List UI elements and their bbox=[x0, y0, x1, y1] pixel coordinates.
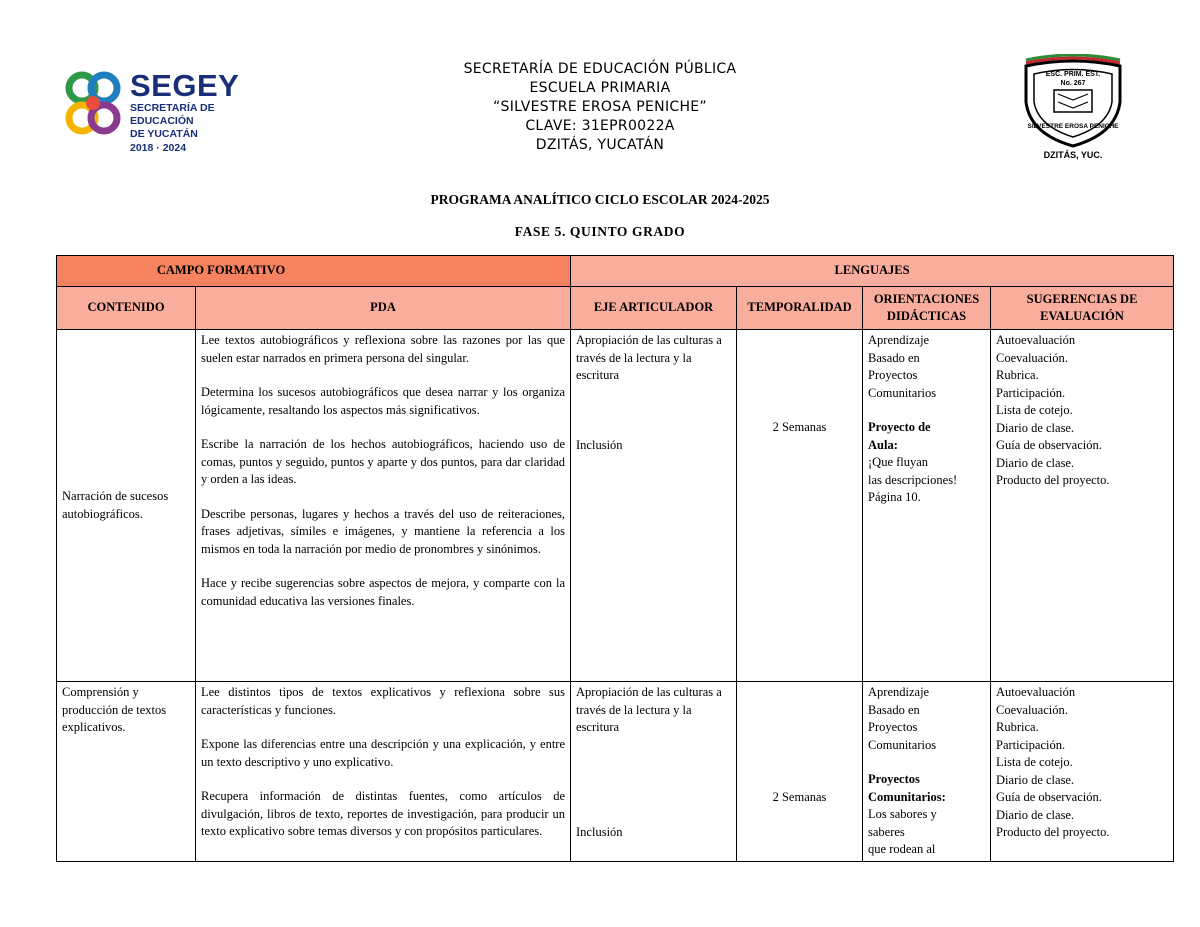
col-header-pda: PDA bbox=[196, 287, 571, 330]
col-header-orientaciones: ORIENTACIONES DIDÁCTICAS bbox=[863, 287, 991, 330]
school-seal-icon bbox=[1018, 54, 1128, 150]
segey-line1: SECRETARÍA DE EDUCACIÓN bbox=[130, 102, 215, 127]
project-line: Los sabores y bbox=[868, 807, 937, 821]
eje-cell bbox=[571, 682, 737, 862]
contenido-text: Narración de sucesos autobiográficos. bbox=[62, 489, 169, 521]
sugerencia-item: Diario de clase. bbox=[996, 807, 1075, 822]
svg-text:SILVESTRE EROSA PENICHE: SILVESTRE EROSA PENICHE bbox=[1027, 123, 1119, 130]
campo-row bbox=[57, 256, 1174, 287]
orientaciones-cell bbox=[863, 682, 991, 862]
sugerencia-item: Guía de observación. bbox=[996, 438, 1102, 452]
sugerencia-item: Diario de clase. bbox=[996, 420, 1075, 435]
segey-emblem-icon bbox=[62, 70, 124, 140]
campo-value-cell bbox=[571, 256, 1174, 287]
contenido-text: Comprensión y producción de textos explicativos. bbox=[62, 685, 167, 734]
campo-label-cell bbox=[57, 256, 571, 287]
segey-years: 2018 · 2024 bbox=[130, 142, 187, 154]
contenido-cell bbox=[57, 330, 196, 682]
heading-line-2: ESCUELA PRIMARIA bbox=[529, 80, 671, 96]
temporalidad-text: 2 Semanas bbox=[772, 790, 827, 804]
orientacion-line: Proyectos bbox=[868, 720, 918, 734]
project-line: Página 10. bbox=[868, 490, 921, 504]
svg-text:ESC. PRIM. EST.: ESC. PRIM. EST. bbox=[1045, 71, 1101, 78]
phase-title: FASE 5. QUINTO GRADO bbox=[514, 224, 686, 239]
school-seal-logo bbox=[1018, 54, 1128, 162]
sugerencia-item: Guía de observación. bbox=[996, 790, 1102, 804]
heading-line-5: DZITÁS, YUCATÁN bbox=[535, 137, 665, 153]
pda-item: Lee textos autobiográficos y reflexiona sobre las razones por las que suelen estar narrados en primera persona del singular. bbox=[201, 333, 566, 365]
school-heading bbox=[380, 60, 820, 155]
sugerencia-item: Diario de clase. bbox=[996, 772, 1075, 787]
table-row bbox=[57, 330, 1174, 682]
heading-line-4: CLAVE: 31EPR0022A bbox=[525, 118, 675, 134]
orientaciones-cell bbox=[863, 330, 991, 682]
eje-cell bbox=[571, 330, 737, 682]
orientacion-line: Basado en bbox=[868, 702, 920, 717]
sugerencia-item: Lista de cotejo. bbox=[996, 755, 1073, 769]
col-header-sugerencias: SUGERENCIAS DE EVALUACIÓN bbox=[991, 287, 1174, 330]
pda-cell bbox=[196, 330, 571, 682]
segey-logo bbox=[62, 68, 262, 154]
campo-label: CAMPO FORMATIVO bbox=[156, 263, 286, 278]
sugerencia-item: Participación. bbox=[996, 385, 1066, 400]
sugerencia-item: Autoevaluación bbox=[996, 333, 1076, 347]
col-header-contenido: CONTENIDO bbox=[57, 287, 196, 330]
analytic-program-table bbox=[56, 255, 1174, 862]
project-line: que rodean al bbox=[868, 842, 936, 856]
campo-value: LENGUAJES bbox=[834, 263, 910, 278]
project-line: saberes bbox=[868, 824, 905, 839]
sugerencia-item: Producto del proyecto. bbox=[996, 825, 1110, 839]
pda-item: Lee distintos tipos de textos explicativos y reflexiona sobre sus características y funciones. bbox=[201, 685, 566, 717]
eje-item: Inclusión bbox=[576, 437, 623, 452]
project-label: Aula: bbox=[868, 437, 898, 452]
sugerencia-item: Lista de cotejo. bbox=[996, 403, 1073, 417]
col-header-temporalidad: TEMPORALIDAD bbox=[737, 287, 863, 330]
project-line: las descripciones! bbox=[868, 472, 958, 487]
column-header-row bbox=[57, 287, 1174, 330]
contenido-cell bbox=[57, 682, 196, 862]
pda-item: Expone las diferencias entre una descripción y una explicación, y entre un texto descriptivo y uno explicativo. bbox=[201, 737, 566, 769]
eje-item: Apropiación de las culturas a través de la lectura y la escritura bbox=[576, 333, 722, 382]
col-header-eje: EJE ARTICULADOR bbox=[571, 287, 737, 330]
orientacion-line: Aprendizaje bbox=[868, 333, 930, 347]
heading-line-1: SECRETARÍA DE EDUCACIÓN PÚBLICA bbox=[463, 61, 737, 77]
project-label: Comunitarios: bbox=[868, 789, 946, 804]
heading-line-3: “SILVESTRE EROSA PENICHE” bbox=[493, 99, 707, 115]
pda-item: Escribe la narración de los hechos autobiográficos, haciendo uso de comas, puntos y seguido, puntos y aparte y dos puntos, para dar claridad y orden a las ideas. bbox=[201, 437, 566, 486]
sugerencia-item: Participación. bbox=[996, 737, 1066, 752]
sugerencia-item: Coevaluación. bbox=[996, 702, 1068, 717]
sugerencias-cell bbox=[991, 330, 1174, 682]
orientacion-line: Basado en bbox=[868, 350, 920, 365]
project-line: ¡Que fluyan bbox=[868, 455, 929, 469]
segey-line2: DE YUCATÁN bbox=[130, 128, 198, 140]
sugerencia-item: Producto del proyecto. bbox=[996, 473, 1110, 487]
orientacion-line: Proyectos bbox=[868, 368, 918, 382]
sugerencia-item: Rubrica. bbox=[996, 720, 1039, 734]
project-label: Proyecto de bbox=[868, 420, 931, 434]
pda-item: Recupera información de distintas fuentes, como artículos de divulgación, libros de texto, reportes de investigación, para producir un texto explicativo sobre temas diversos y con propósitos particulares. bbox=[201, 789, 566, 838]
sugerencia-item: Diario de clase. bbox=[996, 455, 1075, 470]
svg-text:No. 267: No. 267 bbox=[1060, 80, 1086, 87]
table-row bbox=[57, 682, 1174, 862]
sugerencias-cell bbox=[991, 682, 1174, 862]
temporalidad-text: 2 Semanas bbox=[772, 420, 827, 434]
eje-item: Inclusión bbox=[576, 824, 623, 839]
orientacion-line: Aprendizaje bbox=[868, 685, 930, 699]
temporalidad-cell bbox=[737, 330, 863, 682]
eje-item: Apropiación de las culturas a través de la lectura y la escritura bbox=[576, 685, 722, 734]
pda-item: Describe personas, lugares y hechos a través del uso de reiteraciones, frases adjetivas, símiles e imágenes, y mantiene la referencia a los mismos en toda la narración por medio de pronombres y sinónimos. bbox=[201, 506, 566, 556]
pda-cell bbox=[196, 682, 571, 862]
temporalidad-cell bbox=[737, 682, 863, 862]
program-title: PROGRAMA ANALÍTICO CICLO ESCOLAR 2024-2025 bbox=[430, 192, 770, 207]
seal-caption: DZITÁS, YUC. bbox=[1043, 150, 1103, 160]
pda-item: Hace y recibe sugerencias sobre aspectos de mejora, y comparte con la comunidad educativa las versiones finales. bbox=[201, 576, 566, 608]
sugerencia-item: Coevaluación. bbox=[996, 350, 1068, 365]
project-label: Proyectos bbox=[868, 772, 920, 786]
pda-item: Determina los sucesos autobiográficos que desea narrar y los organiza lógicamente, resaltando los aspectos más significativos. bbox=[201, 385, 566, 417]
sugerencia-item: Rubrica. bbox=[996, 368, 1039, 382]
orientacion-line: Comunitarios bbox=[868, 385, 937, 400]
orientacion-line: Comunitarios bbox=[868, 737, 937, 752]
sugerencia-item: Autoevaluación bbox=[996, 685, 1076, 699]
segey-name: SEGEY bbox=[130, 68, 240, 103]
